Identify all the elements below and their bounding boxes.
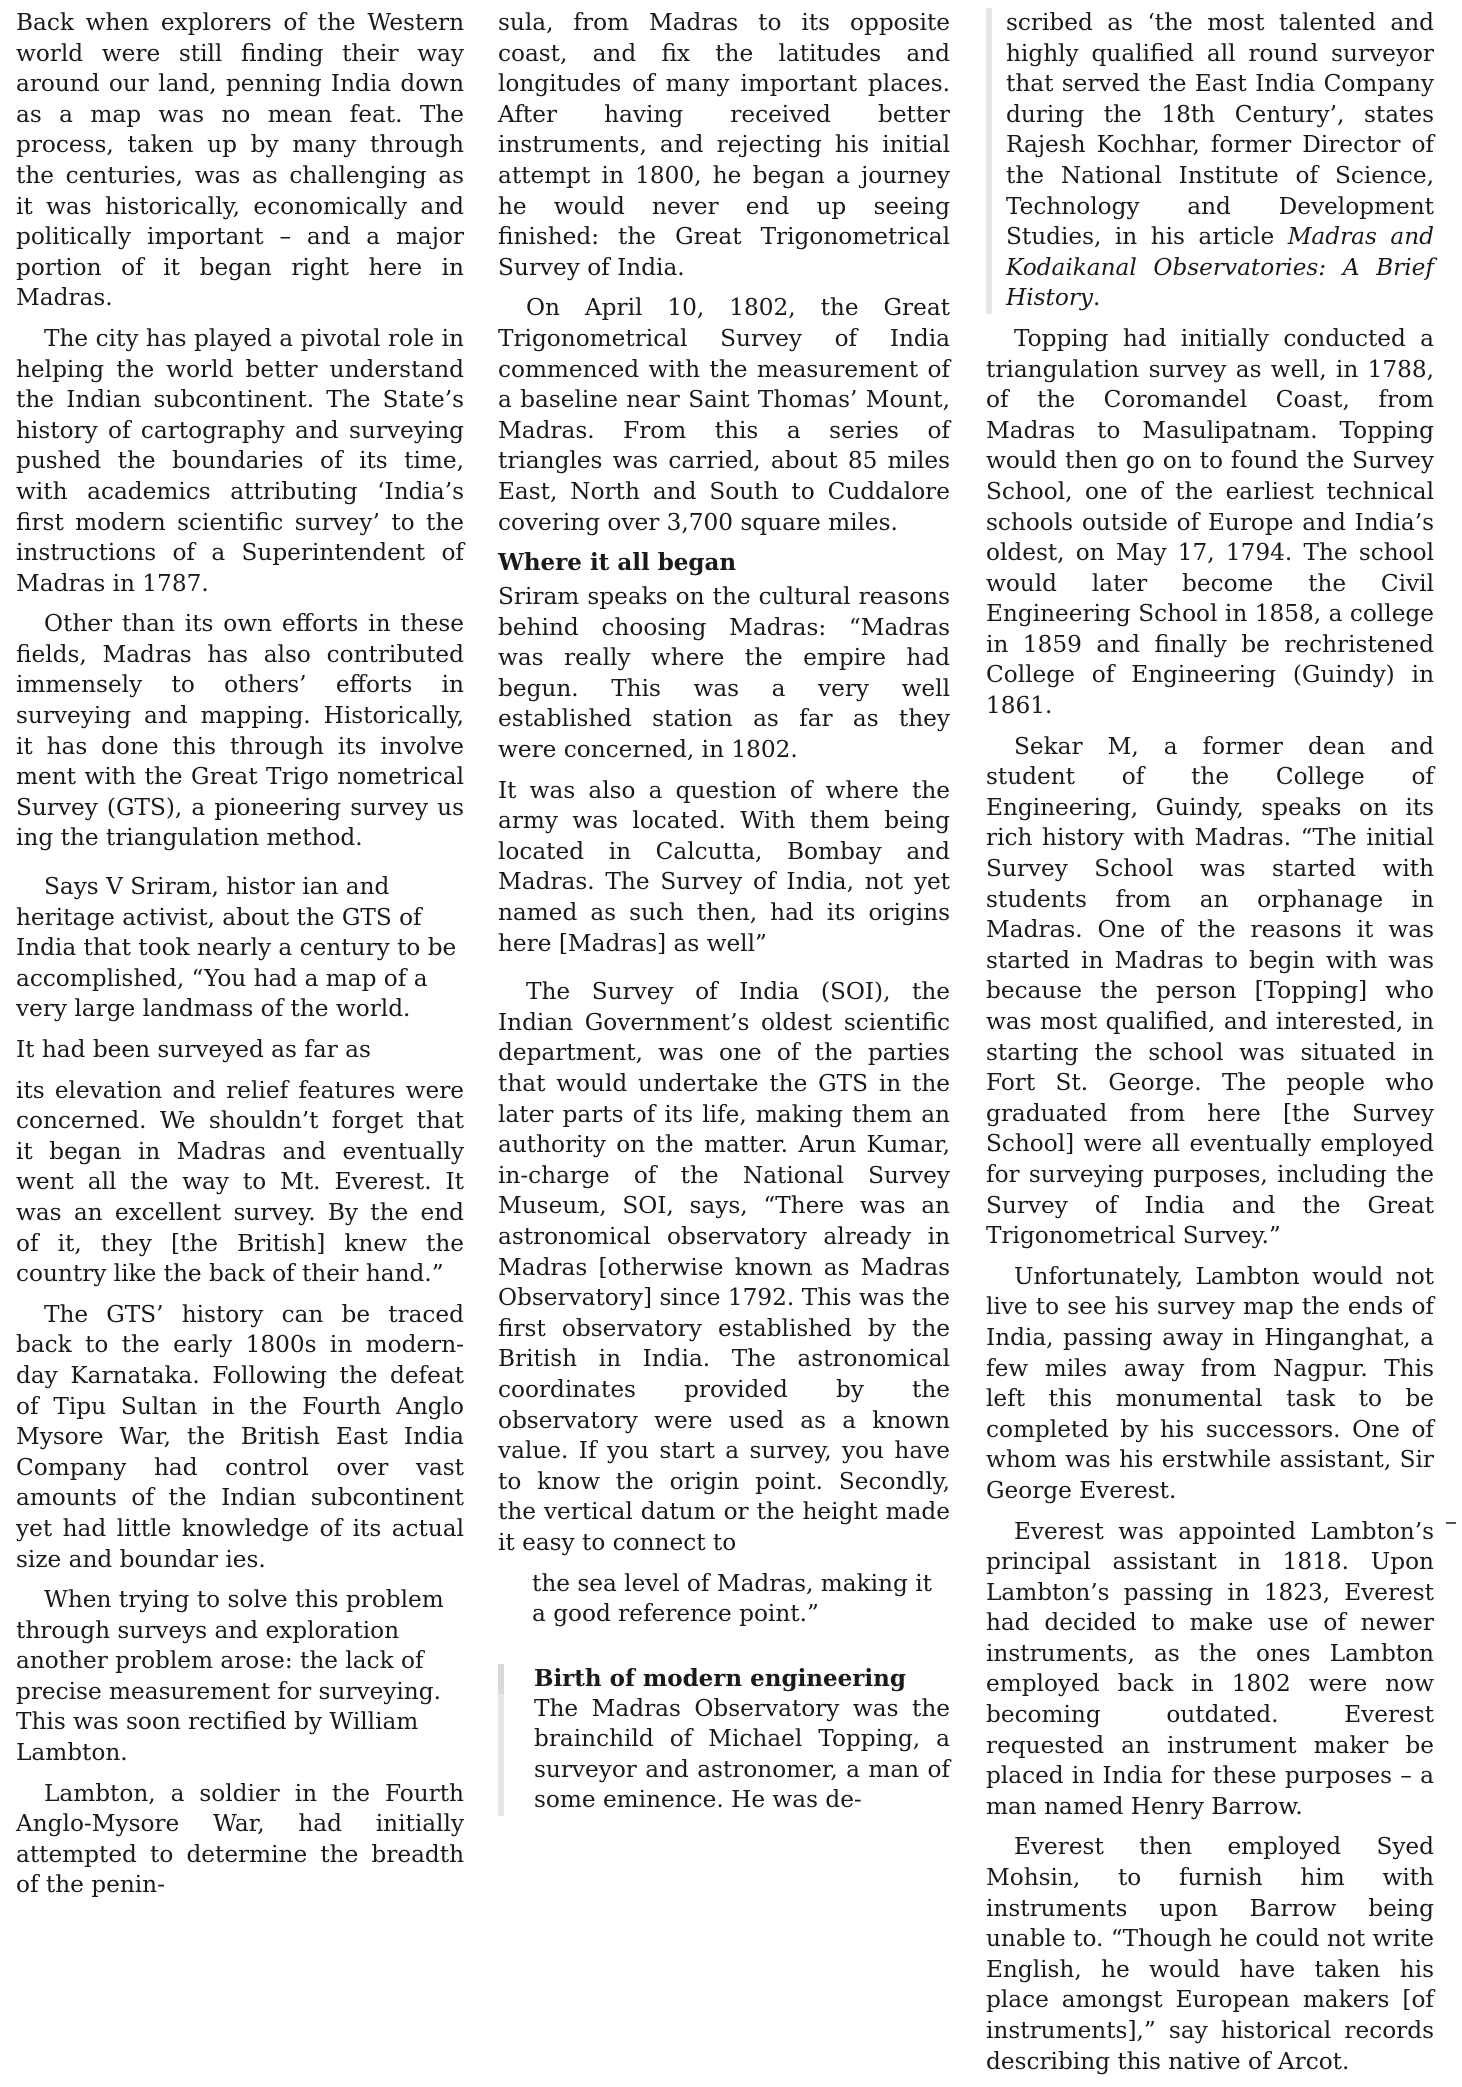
paragraph: When trying to solve this problem through surveys and exploration another problem arose: the lack of precise measurement for surveying. This was soon rectified by William Lambton. — [16, 1586, 444, 1767]
paragraph: Sekar M, a former dean and student of the College of Engineering, Guindy, speaks on its rich history with Madras. “The initial Survey School was started with students from an orphanage in Madras. One of the reasons it was started in Madras to begin with was because the person [Topping] who was most qualified, and interested, in starting the school was situated in Fort St. George. The people who graduated from here [the Survey School] were all eventually employed for surveying purposes, including the Survey of India and the Great Trigonometrical Survey.” — [986, 732, 1434, 1250]
paragraph: the sea level of Madras, making it a good reference point.” — [532, 1569, 932, 1628]
paragraph: Sriram speaks on the cultural reasons behind choosing Madras: “Madras was really where the empire had begun. This was a very well established station as far as they were concerned, in 1802. — [498, 583, 950, 764]
section-heading: Where it all began — [498, 549, 737, 577]
paragraph: Unfortunately, Lambton would not live to see his survey map the ends of India, passing away in Hinganghat, a few miles away from Nagpur. This left this monumental task to be completed by his successors. One of whom was his erstwhile assistant, Sir George Everest. — [986, 1262, 1434, 1504]
paragraph: Lambton, a soldier in the Fourth Anglo-Mysore War, had initially attempted to determine the breadth of the penin- — [16, 1779, 464, 1899]
paragraph-text: scribed as ‘the most talented and highly qualified all round surveyor that served the East India Company during the 18th Century’, states Rajesh Kochhar, former Director of the National Institute of Science, Technology and Development Studies, in his article — [1006, 9, 1434, 251]
paragraph: It was also a question of where the army was located. With them being located in Calcutta, Bombay and Madras. The Survey of India, not yet named as such then, had its origins here [Madras] as well” — [498, 776, 950, 957]
margin-mark — [1446, 1522, 1456, 1524]
paragraph: Back when explorers of the Western world were still finding their way around our land, penning India down as a map was no mean feat. The process, taken up by many through the centuries, was as challenging as it was historically, economically and politically important – and a major portion of it began right here in Madras. — [16, 9, 464, 312]
paragraph — [986, 8, 1434, 314]
paragraph: Everest then employed Syed Mohsin, to furnish him with instruments upon Barrow being unable to. “Though he could not write English, he would have taken his place amongst European makers [of instruments],” say historical records describing this native of Arcot. — [986, 1833, 1434, 2075]
paragraph: Topping had initially conducted a triangulation survey as well, in 1788, of the Coromandel Coast, from Madras to Masulipatnam. Topping would then go on to found the Survey School, one of the earliest technical schools outside of Europe and India’s oldest, on May 17, 1794. The school would later become the Civil Engineering School in 1858, a college in 1859 and finally be rechristened College of Engineering (Guindy) in 1861. — [986, 324, 1434, 720]
paragraph: The GTS’ history can be traced back to the early 1800s in modern-day Karnataka. Following the defeat of Tipu Sultan in the Fourth Anglo Mysore War, the British East India Company had control over vast amounts of the Indian subcontinent yet had little knowledge of its actual size and boundar ies. — [16, 1300, 464, 1573]
section-heading: Birth of modern engineering — [498, 1664, 950, 1694]
paragraph: sula, from Madras to its opposite coast, and fix the latitudes and longitudes of many important places. After having received better instruments, and rejecting his initial attempt in 1800, he began a journey he would never end up seeing finished: the Great Trigonometrical Survey of India. — [498, 9, 950, 281]
paragraph: It had been surveyed as far as — [16, 1036, 371, 1063]
paragraph: Everest was appointed Lambton’s principal assistant in 1818. Upon Lambton’s passing in 1823, Everest had decided to make use of newer instruments, as the ones Lambton employed back in 1802 were now becoming outdated. Everest requested an instrument maker be placed in India for these purposes – a man named Henry Barrow. — [986, 1517, 1434, 1820]
article-column-2 — [498, 8, 950, 1826]
paragraph: The Madras Observatory was the brainchild of Michael Topping, a surveyor and astronomer, a man of some eminence. He was de- — [498, 1694, 950, 1816]
paragraph: Other than its own efforts in these fields, Madras has also contributed immensely to others’ efforts in surveying and mapping. Historically, it has done this through its involve ment with the Great Trigo nometrical Survey (GTS), a pioneering survey us ing the triangulation method. — [16, 610, 464, 852]
paragraph-text: . — [1093, 284, 1101, 312]
paragraph: The city has played a pivotal role in helping the world better understand the Indian subcontinent. The State’s history of cartography and surveying pushed the boundaries of its time, with academics attributing ‘India’s first modern scientific survey’ to the instructions of a Superintendent of Madras in 1787. — [16, 324, 464, 597]
article-column-3 — [986, 8, 1434, 2087]
paragraph: its elevation and relief features were concerned. We shouldn’t forget that it began in Madras and eventually went all the way to Mt. Everest. It was an excellent survey. By the end of it, they [the British] knew the country like the back of their hand.” — [16, 1076, 464, 1288]
article-title: Madras and Kodaikanal Observatories: A Brief History — [1006, 223, 1434, 312]
paragraph: The Survey of India (SOI), the Indian Government’s oldest scientific department, was one of the parties that would undertake the GTS in the later parts of its life, making them an authority on the matter. Arun Kumar, in-charge of the National Survey Museum, SOI, says, “There was an astronomical observatory already in Madras [otherwise known as Madras Observatory] since 1792. This was the first observatory established by the British in India. The astronomical coordinates provided by the observatory were used as a known value. If you start a survey, you have to know the origin point. Secondly, the vertical datum or the height made it easy to connect to — [498, 978, 950, 1556]
paragraph: On April 10, 1802, the Great Trigonometrical Survey of India commenced with the measurement of a baseline near Saint Thomas’ Mount, Madras. From this a series of triangles was carried, about 85 miles East, North and South to Cuddalore covering over 3,700 square miles. — [498, 294, 950, 536]
paragraph: Says V Sriram, histor ian and heritage activist, about the GTS of India that took nearly a century to be accomplished, “You had a map of a very large landmass of the world. — [16, 873, 457, 1023]
article-column-1 — [16, 8, 464, 1911]
